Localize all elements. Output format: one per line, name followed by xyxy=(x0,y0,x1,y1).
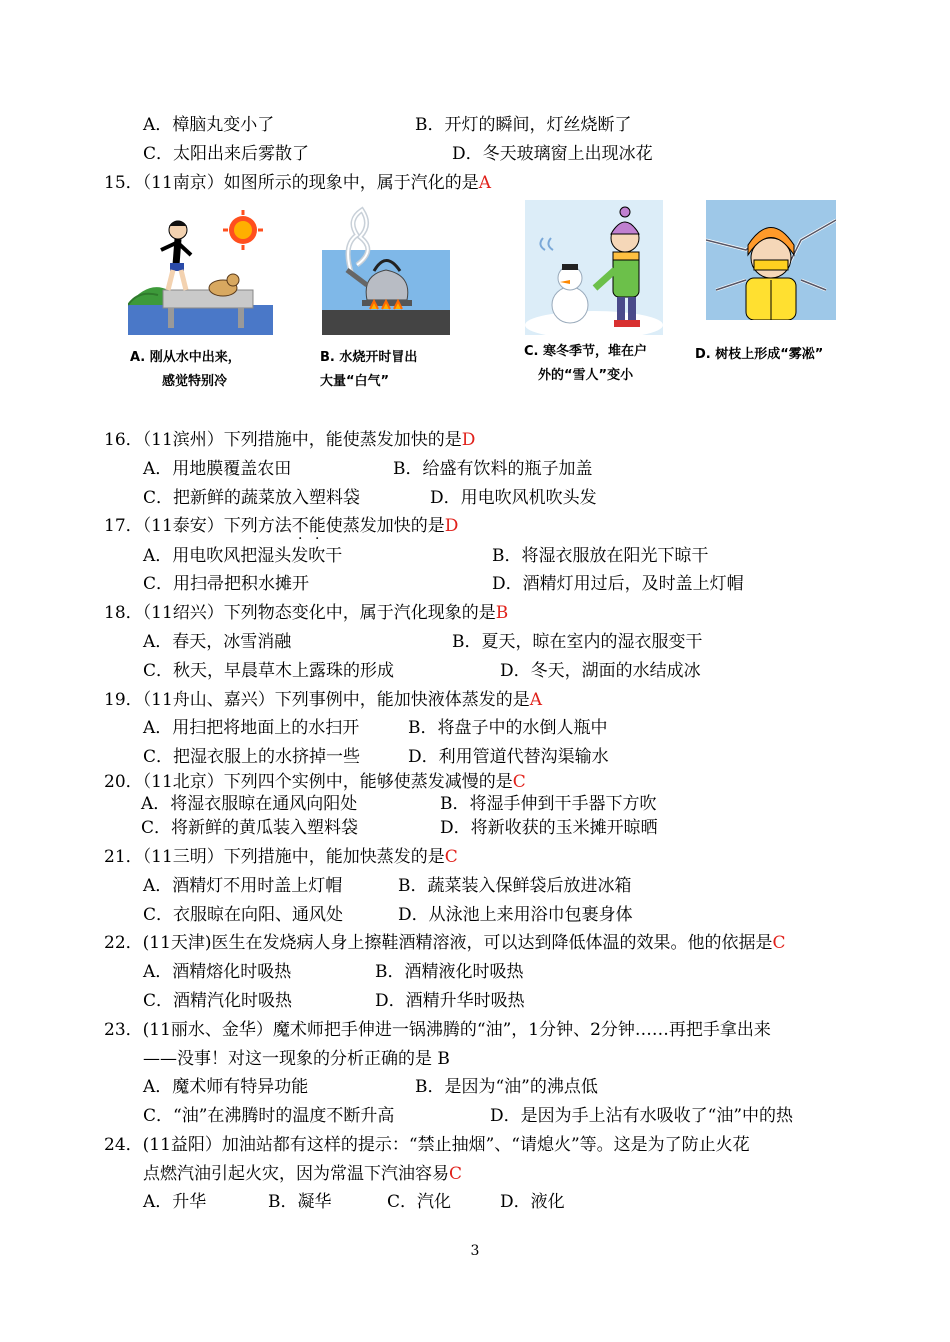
caption-c-line2: 外的“雪人”变小 xyxy=(538,368,634,383)
q14-option-b: B．开灯的瞬间，灯丝烧断了 xyxy=(415,115,632,135)
figure-swimmer-illustration xyxy=(128,210,273,335)
question-text: （11舟山、嘉兴）下列事例中，能加快液体蒸发的是 xyxy=(142,690,530,710)
question-text: 点燃汽油引起火灾，因为常温下汽油容易 xyxy=(143,1164,449,1184)
q21-option-d: D．从泳池上来用浴巾包裹身体 xyxy=(398,905,633,925)
question-number: 21． xyxy=(104,847,143,867)
figure-kettle-illustration xyxy=(322,205,450,335)
caption-b-line2: 大量“白气” xyxy=(320,374,390,389)
q19-option-c: C．把湿衣服上的水挤掉一些 xyxy=(143,747,361,767)
question-number: 20． xyxy=(104,772,143,792)
caption-a-line1: A. 刚从水中出来， xyxy=(130,350,241,365)
q18-stem xyxy=(104,602,508,624)
question-text: (11益阳）加油站都有这样的提示：“禁止抽烟”、“请熄火”等。这是为了防止火花 xyxy=(142,1135,750,1155)
figure-rime-illustration xyxy=(706,200,836,320)
answer-key: C xyxy=(449,1164,463,1184)
q20-option-b: B．将湿手伸到干手器下方吹 xyxy=(440,794,657,814)
answer-key: C xyxy=(444,847,458,867)
q16-option-d: D．用电吹风机吹头发 xyxy=(430,488,597,508)
figure-snowman-illustration xyxy=(525,200,663,335)
q15-stem xyxy=(104,172,491,194)
answer-key: C xyxy=(772,933,786,953)
caption-c-line1: C. 寒冬季节，堆在户 xyxy=(524,344,648,359)
q18-option-a: A．春天，冰雪消融 xyxy=(143,632,292,652)
question-number: 22． xyxy=(104,933,143,953)
question-number: 19． xyxy=(104,690,143,710)
q16-option-b: B．给盛有饮料的瓶子加盖 xyxy=(393,459,593,479)
question-number: 23． xyxy=(104,1020,143,1040)
q17-option-a: A．用电吹风把湿头发吹干 xyxy=(143,546,343,566)
question-text: 使蒸发加快的是 xyxy=(325,516,445,536)
q19-option-d: D．利用管道代替沟渠输水 xyxy=(408,747,609,767)
q23-stem-line2: ——没事！对这一现象的分析正确的是 B xyxy=(143,1049,450,1069)
q14-option-c: C．太阳出来后雾散了 xyxy=(143,144,310,164)
q22-option-d: D．酒精升华时吸热 xyxy=(375,991,525,1011)
answer-key: A xyxy=(478,173,492,193)
q21-stem xyxy=(104,846,458,868)
answer-key: B xyxy=(495,603,509,623)
q24-stem-line2 xyxy=(143,1163,462,1185)
q14-option-d: D．冬天玻璃窗上出现冰花 xyxy=(452,144,653,164)
q16-stem xyxy=(104,429,475,451)
q21-option-b: B．蔬菜装入保鲜袋后放进冰箱 xyxy=(398,876,632,896)
q17-stem xyxy=(104,515,458,537)
q19-option-b: B．将盘子中的水倒人瓶中 xyxy=(408,718,608,738)
caption-d-line1: D. 树枝上形成“雾凇” xyxy=(695,347,824,362)
q16-option-a: A．用地膜覆盖农田 xyxy=(143,459,292,479)
question-text: （11滨州）下列措施中，能使蒸发加快的是 xyxy=(142,430,462,450)
question-text: （11泰安）下列方法 xyxy=(142,516,292,536)
q18-option-c: C．秋天，早晨草木上露珠的形成 xyxy=(143,661,395,681)
q20-option-c: C．将新鲜的黄瓜装入塑料袋 xyxy=(141,818,359,838)
question-text: （11三明）下列措施中，能加快蒸发的是 xyxy=(142,847,445,867)
caption-b-line1: B. 水烧开时冒出 xyxy=(320,350,418,365)
q22-option-b: B．酒精液化时吸热 xyxy=(375,962,524,982)
answer-key: A xyxy=(529,690,543,710)
question-number: 24． xyxy=(104,1135,143,1155)
question-number: 18． xyxy=(104,603,143,623)
q24-option-c: C．汽化 xyxy=(387,1192,452,1212)
q23-option-d: D．是因为手上沾有水吸收了“油”中的热 xyxy=(490,1106,794,1126)
q18-option-b: B．夏天，晾在室内的湿衣服变干 xyxy=(452,632,703,652)
q24-option-b: B．凝华 xyxy=(268,1192,332,1212)
emphasis-char: 能 xyxy=(308,516,326,536)
q22-option-a: A．酒精熔化时吸热 xyxy=(143,962,292,982)
q20-stem xyxy=(104,771,526,793)
caption-a-line2: 感觉特别冷 xyxy=(162,374,228,389)
q17-option-d: D．酒精灯用过后，及时盖上灯帽 xyxy=(492,574,744,594)
question-text: （11北京）下列四个实例中，能够使蒸发减慢的是 xyxy=(142,772,513,792)
q20-option-d: D．将新收获的玉米摊开晾晒 xyxy=(440,818,658,838)
q17-option-b: B．将湿衣服放在阳光下晾干 xyxy=(492,546,709,566)
q22-stem xyxy=(104,932,786,954)
q14-option-a: A．樟脑丸变小了 xyxy=(143,115,275,135)
question-text: （11绍兴）下列物态变化中，属于汽化现象的是 xyxy=(142,603,496,623)
question-number: 17． xyxy=(104,516,143,536)
q19-stem xyxy=(104,689,542,711)
q19-option-a: A．用扫把将地面上的水扫开 xyxy=(143,718,360,738)
question-number: 16． xyxy=(104,430,143,450)
q21-option-c: C．衣服晾在向阳、通风处 xyxy=(143,905,344,925)
q24-option-a: A．升华 xyxy=(143,1192,207,1212)
q18-option-d: D．冬天，湖面的水结成冰 xyxy=(500,661,701,681)
q23-option-a: A．魔术师有特异功能 xyxy=(143,1077,309,1097)
q22-option-c: C．酒精汽化时吸热 xyxy=(143,991,293,1011)
question-text: （11南京）如图所示的现象中，属于汽化的是 xyxy=(142,173,479,193)
q17-option-c: C．用扫帚把积水摊开 xyxy=(143,574,310,594)
emphasis-char: 不 xyxy=(291,516,309,536)
question-number: 15． xyxy=(104,173,143,193)
q16-option-c: C．把新鲜的蔬菜放入塑料袋 xyxy=(143,488,361,508)
answer-key: D xyxy=(461,430,476,450)
question-text: (11丽水、金华）魔术师把手伸进一锅沸腾的“油”，1分钟、2分钟……再把手拿出来 xyxy=(142,1020,771,1040)
page-number: 3 xyxy=(470,1243,480,1259)
q24-stem xyxy=(104,1134,750,1156)
q23-option-c: C．“油”在沸腾时的温度不断升高 xyxy=(143,1106,395,1126)
q20-option-a: A．将湿衣服晾在通风向阳处 xyxy=(141,794,358,814)
q24-option-d: D．液化 xyxy=(500,1192,565,1212)
q21-option-a: A．酒精灯不用时盖上灯帽 xyxy=(143,876,343,896)
q23-option-b: B．是因为“油”的沸点低 xyxy=(415,1077,598,1097)
answer-key: D xyxy=(444,516,459,536)
answer-key: C xyxy=(512,772,526,792)
question-text: (11天津)医生在发烧病人身上擦鞋酒精溶液，可以达到降低体温的效果。他的依据是 xyxy=(142,933,773,953)
q23-stem xyxy=(104,1019,771,1041)
